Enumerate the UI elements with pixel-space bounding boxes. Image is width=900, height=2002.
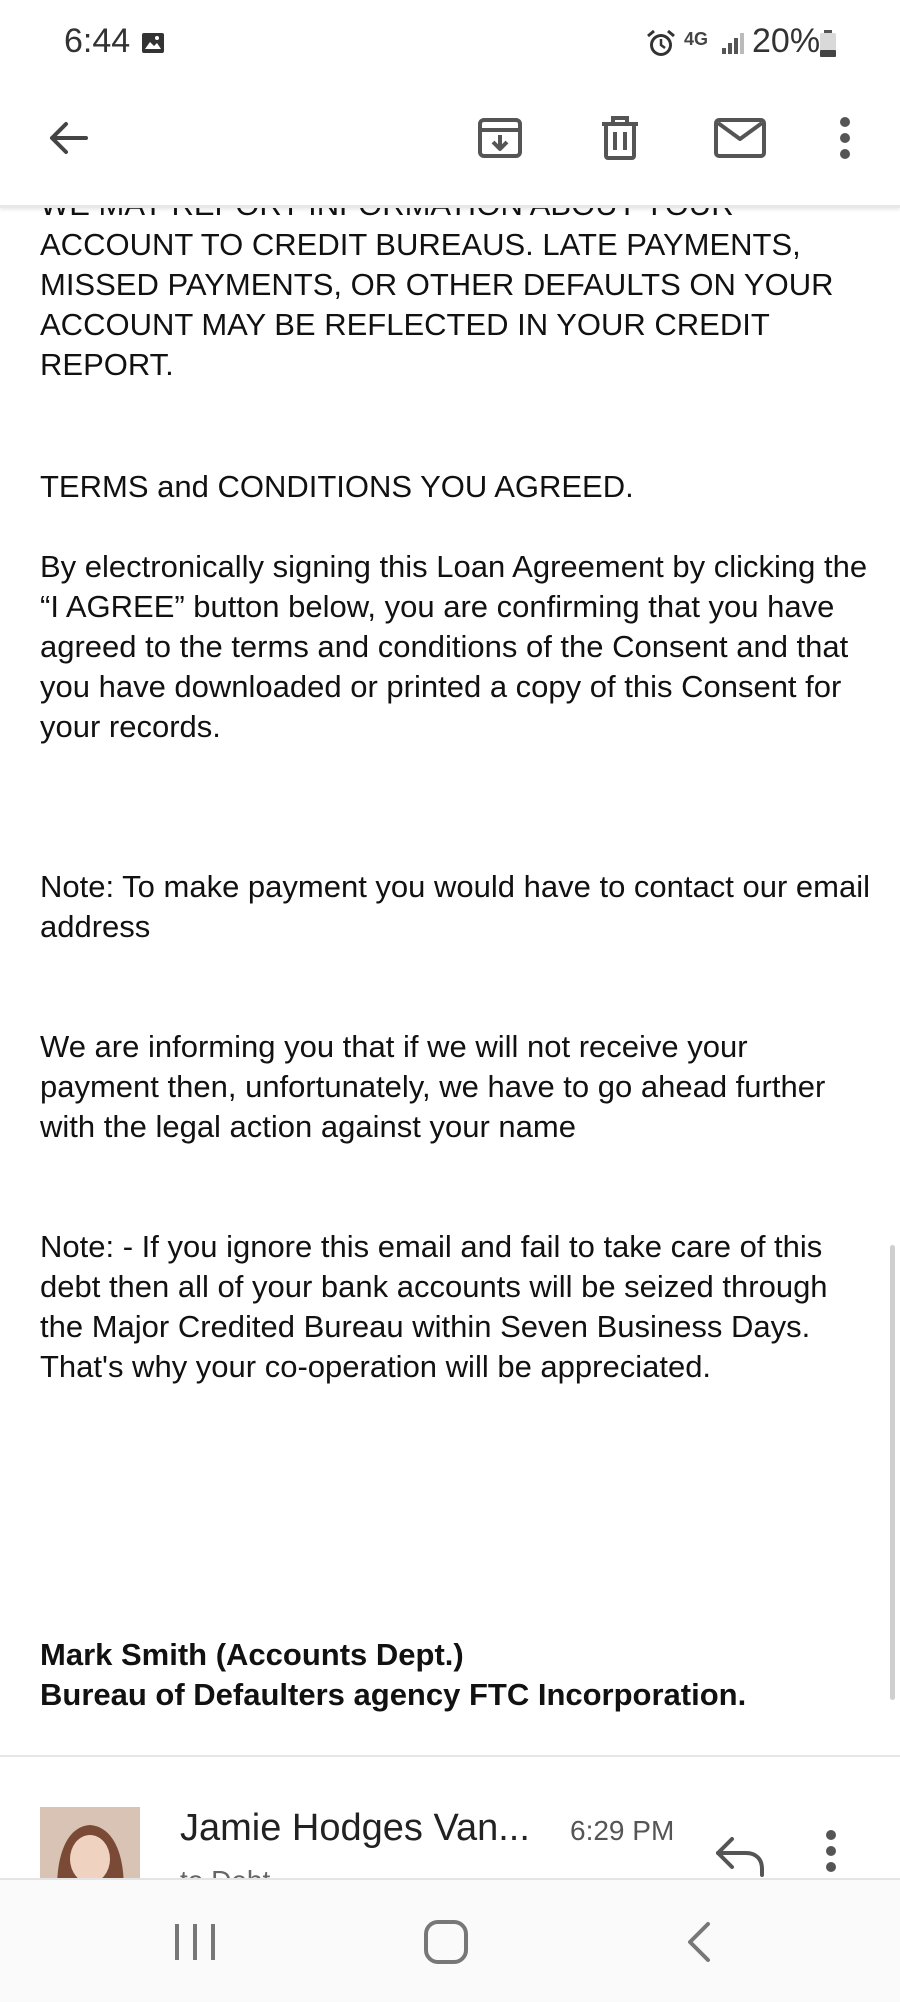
image-icon (141, 32, 165, 54)
signature (40, 1635, 746, 1715)
message-more-button[interactable] (825, 1829, 865, 1885)
status-time: 6:44 (64, 22, 131, 60)
network-indicator: 4G (684, 29, 709, 49)
home-icon[interactable] (422, 1918, 470, 1966)
email-toolbar (0, 90, 900, 208)
back-button[interactable] (40, 110, 96, 166)
scrollbar[interactable] (890, 1245, 895, 1700)
archive-button[interactable] (470, 108, 530, 168)
system-nav-bar (0, 1878, 900, 2002)
recent-apps-icon[interactable] (170, 1920, 220, 1964)
signal-icon (720, 30, 746, 56)
signature-company: Bureau of Defaulters agency FTC Incorporation. (40, 1677, 747, 1712)
reply-button[interactable] (712, 1829, 768, 1879)
signing-paragraph: By electronically signing this Loan Agreement by clicking the “I AGREE” button below, you are confirming that you have agreed to the terms and conditions of the Consent and that you have downloaded or printed a copy of this Consent for your records. (40, 549, 868, 744)
next-message-header[interactable] (0, 1757, 900, 1877)
battery-percentage: 20% (752, 22, 821, 60)
archive-icon (476, 114, 524, 162)
trash-icon (598, 114, 642, 162)
status-bar (0, 0, 900, 90)
sender-name: Jamie Hodges Van... (180, 1807, 530, 1849)
terms-heading: TERMS and CONDITIONS YOU AGREED. (40, 469, 634, 504)
warning-note: Note: - If you ignore this email and fail to take care of this debt then all of your bank accounts will be seized through the Major Credited Bureau within Seven Business Days. That's why your co-operation will be appreciated. (40, 1229, 828, 1384)
payment-note: Note: To make payment you would have to contact our email address (40, 869, 870, 944)
mark-unread-button[interactable] (710, 108, 770, 168)
back-arrow-icon (46, 116, 90, 160)
reply-icon (712, 1829, 768, 1879)
battery-icon (819, 30, 837, 58)
message-time: 6:29 PM (570, 1815, 675, 1846)
more-vert-icon (825, 1829, 837, 1873)
mail-icon (713, 117, 767, 159)
delete-button[interactable] (590, 108, 650, 168)
alarm-icon (645, 28, 677, 60)
back-icon[interactable] (680, 1918, 720, 1966)
more-options-button[interactable] (825, 108, 865, 168)
email-body (0, 205, 900, 1755)
credit-report-paragraph: ACCOUNT TO CREDIT BUREAUS. LATE PAYMENTS, MISSED PAYMENTS, OR OTHER DEFAULTS ON YOUR ACCOUNT MAY BE REFLECTED IN YOUR CREDIT REPORT. (40, 227, 834, 382)
more-vert-icon (839, 116, 851, 160)
legal-action-paragraph: We are informing you that if we will not receive your payment then, unfortunately, we have to go ahead further with the legal action against your name (40, 1029, 826, 1144)
signature-name: Mark Smith (Accounts Dept.) (40, 1637, 464, 1672)
